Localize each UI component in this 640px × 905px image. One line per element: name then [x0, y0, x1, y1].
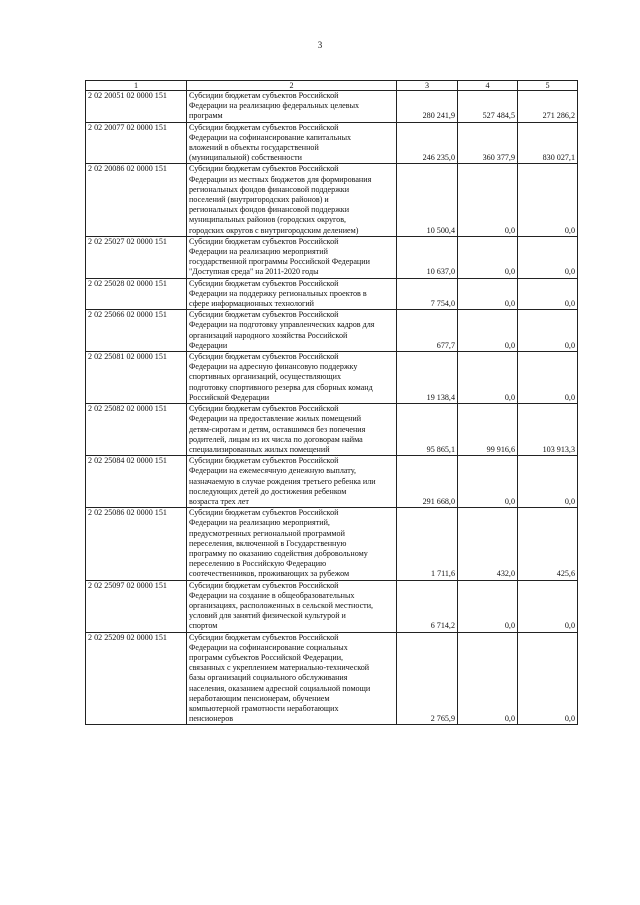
- amount-col-4-cell: 0,0: [458, 632, 518, 725]
- description-cell: Субсидии бюджетам субъектов Российской Федерации на поддержку региональных проектов в сфере информационных технологий: [187, 278, 397, 310]
- amount-col-3-cell: 2 765,9: [397, 632, 458, 725]
- amount-col-4-cell: 360 377,9: [458, 122, 518, 164]
- budget-code-cell: 2 02 20077 02 0000 151: [86, 122, 187, 164]
- amount-col-5-cell: 0,0: [518, 632, 578, 725]
- amount-col-3-cell: 7 754,0: [397, 278, 458, 310]
- amount-col-4-cell: 0,0: [458, 580, 518, 632]
- description-cell: Субсидии бюджетам субъектов Российской Федерации на создание в общеобразовательных организациях, расположенных в сельской местности, условий для занятий физической культурой и спортом: [187, 580, 397, 632]
- amount-col-3-cell: 1 711,6: [397, 508, 458, 580]
- header-col-4: 4: [458, 81, 518, 91]
- amount-col-5-cell: 0,0: [518, 580, 578, 632]
- header-col-1: 1: [86, 81, 187, 91]
- amount-col-4-cell: 432,0: [458, 508, 518, 580]
- description-cell: Субсидии бюджетам субъектов Российской Федерации на софинансирование социальных программ субъектов Российской Федерации, связанных с укреплением материально-технической базы организаций социального обслуживания населения, оказанием адресной социальной помощи неработающим пенсионерам, обучением компьютерной грамотности неработающих пенсионеров: [187, 632, 397, 725]
- amount-col-3-cell: 677,7: [397, 310, 458, 352]
- description-cell: Субсидии бюджетам субъектов Российской Федерации на реализацию мероприятий, предусмотренных региональной программой переселения, включенной в Государственную программу по оказанию содействия добровольному переселению в Российскую Федерацию соотечественников, проживающих за рубежом: [187, 508, 397, 580]
- budget-code-cell: 2 02 25097 02 0000 151: [86, 580, 187, 632]
- amount-col-5-cell: 0,0: [518, 236, 578, 278]
- description-cell: Субсидии бюджетам субъектов Российской Федерации на предоставление жилых помещений детям-сиротам и детям, оставшимся без попечения родителей, лицам из их числа по договорам найма специализированных жилых помещений: [187, 404, 397, 456]
- table-row: [86, 404, 578, 456]
- amount-col-3-cell: 19 138,4: [397, 352, 458, 404]
- header-col-2: 2: [187, 81, 397, 91]
- amount-col-5-cell: 0,0: [518, 456, 578, 508]
- amount-col-3-cell: 291 668,0: [397, 456, 458, 508]
- table-row: [86, 310, 578, 352]
- amount-col-4-cell: 0,0: [458, 352, 518, 404]
- budget-code-cell: 2 02 25028 02 0000 151: [86, 278, 187, 310]
- amount-col-5-cell: 0,0: [518, 278, 578, 310]
- budget-code-cell: 2 02 25209 02 0000 151: [86, 632, 187, 725]
- budget-code-cell: 2 02 25027 02 0000 151: [86, 236, 187, 278]
- table-row: [86, 632, 578, 725]
- subsidies-table: [85, 80, 578, 725]
- amount-col-5-cell: 425,6: [518, 508, 578, 580]
- amount-col-4-cell: 527 484,5: [458, 91, 518, 123]
- amount-col-3-cell: 280 241,9: [397, 91, 458, 123]
- header-col-5: 5: [518, 81, 578, 91]
- table-row: [86, 236, 578, 278]
- description-cell: Субсидии бюджетам субъектов Российской Федерации на ежемесячную денежную выплату, назначаемую в случае рождения третьего ребенка или последующих детей до достижения ребенком возраста трех лет: [187, 456, 397, 508]
- amount-col-3-cell: 10 637,0: [397, 236, 458, 278]
- amount-col-5-cell: 0,0: [518, 352, 578, 404]
- amount-col-3-cell: 95 865,1: [397, 404, 458, 456]
- table-row: [86, 352, 578, 404]
- description-cell: Субсидии бюджетам субъектов Российской Федерации на адресную финансовую поддержку спортивных организаций, осуществляющих подготовку спортивного резерва для сборных команд Российской Федерации: [187, 352, 397, 404]
- budget-code-cell: 2 02 25082 02 0000 151: [86, 404, 187, 456]
- amount-col-4-cell: 0,0: [458, 310, 518, 352]
- amount-col-4-cell: 0,0: [458, 236, 518, 278]
- table-row: [86, 456, 578, 508]
- budget-code-cell: 2 02 20086 02 0000 151: [86, 164, 187, 236]
- budget-code-cell: 2 02 25081 02 0000 151: [86, 352, 187, 404]
- table-header-row: [86, 81, 578, 91]
- amount-col-4-cell: 0,0: [458, 278, 518, 310]
- description-cell: Субсидии бюджетам субъектов Российской Федерации на подготовку управленческих кадров для организаций народного хозяйства Российской Федерации: [187, 310, 397, 352]
- budget-code-cell: 2 02 25066 02 0000 151: [86, 310, 187, 352]
- amount-col-5-cell: 103 913,3: [518, 404, 578, 456]
- table-row: [86, 122, 578, 164]
- table-row: [86, 91, 578, 123]
- amount-col-3-cell: 6 714,2: [397, 580, 458, 632]
- description-cell: Субсидии бюджетам субъектов Российской Федерации на реализацию федеральных целевых программ: [187, 91, 397, 123]
- amount-col-5-cell: 271 286,2: [518, 91, 578, 123]
- table-row: [86, 508, 578, 580]
- table-row: [86, 164, 578, 236]
- budget-code-cell: 2 02 20051 02 0000 151: [86, 91, 187, 123]
- budget-code-cell: 2 02 25086 02 0000 151: [86, 508, 187, 580]
- description-cell: Субсидии бюджетам субъектов Российской Федерации на софинансирование капитальных вложений в объекты государственной (муниципальной) собственности: [187, 122, 397, 164]
- budget-code-cell: 2 02 25084 02 0000 151: [86, 456, 187, 508]
- header-col-3: 3: [397, 81, 458, 91]
- description-cell: Субсидии бюджетам субъектов Российской Федерации на реализацию мероприятий государственной программы Российской Федерации "Доступная среда" на 2011-2020 годы: [187, 236, 397, 278]
- description-cell: Субсидии бюджетам субъектов Российской Федерации из местных бюджетов для формирования региональных фондов финансовой поддержки поселений (внутригородских районов) и региональных фондов финансовой поддержки муниципальных районов (городских округов, городских округов с внутригородским делением): [187, 164, 397, 236]
- amount-col-4-cell: 99 916,6: [458, 404, 518, 456]
- amount-col-5-cell: 830 027,1: [518, 122, 578, 164]
- amount-col-5-cell: 0,0: [518, 164, 578, 236]
- amount-col-4-cell: 0,0: [458, 456, 518, 508]
- amount-col-3-cell: 10 500,4: [397, 164, 458, 236]
- table-row: [86, 278, 578, 310]
- amount-col-3-cell: 246 235,0: [397, 122, 458, 164]
- table-row: [86, 580, 578, 632]
- amount-col-4-cell: 0,0: [458, 164, 518, 236]
- amount-col-5-cell: 0,0: [518, 310, 578, 352]
- page-number: 3: [317, 40, 323, 50]
